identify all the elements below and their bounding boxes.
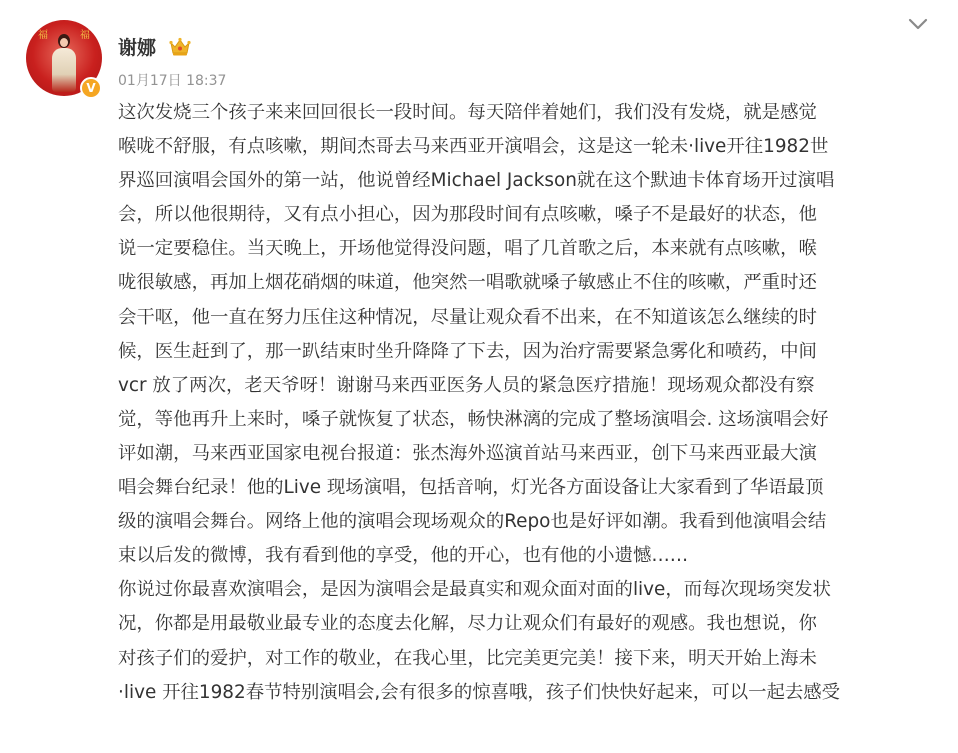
- post-timestamp[interactable]: 01月17日 18:37: [118, 73, 227, 89]
- post-paragraph: 这次发烧三个孩子来来回回很长一段时间。每天陪伴着她们，我们没有发烧，就是感觉 喉咙不舒服，有点咳嗽，期间杰哥去马来西亚开演唱会，这是这一轮未·live开往1982世 界巡回演唱会国外的第一站，他说曾经Michael Jackson就在这个默迪卡体育场开过演唱 会，所以他很期待，又有点小担心，因为那段时间有点咳嗽，嗓子不是最好的状态，他 说一定要稳住。当天晚上，开场他觉得没问题，唱了几首歌之后，本来就有点咳嗽，喉 咙很敏感，再加上烟花硝烟的味道，他突然一唱歌就嗓子敏感止不住的咳嗽，严重时还 会干呕，他一直在努力压住这种情况，尽量让观众看不出来，在不知道该怎么继续的时 候，医生赶到了，那一趴结束时坐升降降了下去，因为治疗需要紧急雾化和喷药，中间 vcr 放了两次，老天爷呀！谢谢马来西亚医务人员的紧急医疗措施！现场观众都没有察 觉，等他再升上来时，嗓子就恢复了状态，畅快淋漓的完成了整场演唱会. 这场演唱会好 评如潮，马来西亚国家电视台报道：张杰海外巡演首站马来西亚，创下马来西亚最大演 唱会舞台纪录！他的Live 现场演唱，包括音响，灯光各方面设备让大家看到了华语最顶 级的演唱会舞台。网络上他的演唱会现场观众的Repo也是好评如潮。我看到他演唱会结 束以后发的微博，我有看到他的享受，他的开心，也有他的小遗憾……: [118, 102, 835, 567]
- post-text: [118, 96, 928, 710]
- avatar-glyph-right: 福: [80, 30, 90, 41]
- author-name[interactable]: 谢娜: [118, 37, 157, 59]
- chevron-down-icon[interactable]: [906, 14, 930, 34]
- post-paragraph: 你说过你最喜欢演唱会，是因为演唱会是最真实和观众面对面的live，而每次现场突发状 况，你都是用最敬业最专业的态度去化解，尽力让观众们有最好的观感。我也想说，你 对孩子们的爱护，对工作的敬业，在我心里，比完美更完美！接下来，明天开始上海未 ·live 开往1982春节特别演唱会,会有很多的惊喜哦，孩子们快快好起来，可以一起去感受: [118, 579, 841, 703]
- verified-badge-icon: V: [80, 77, 102, 99]
- avatar-figure: [50, 30, 78, 92]
- crown-icon[interactable]: [169, 37, 191, 57]
- avatar-glyph-left: 福: [38, 30, 48, 41]
